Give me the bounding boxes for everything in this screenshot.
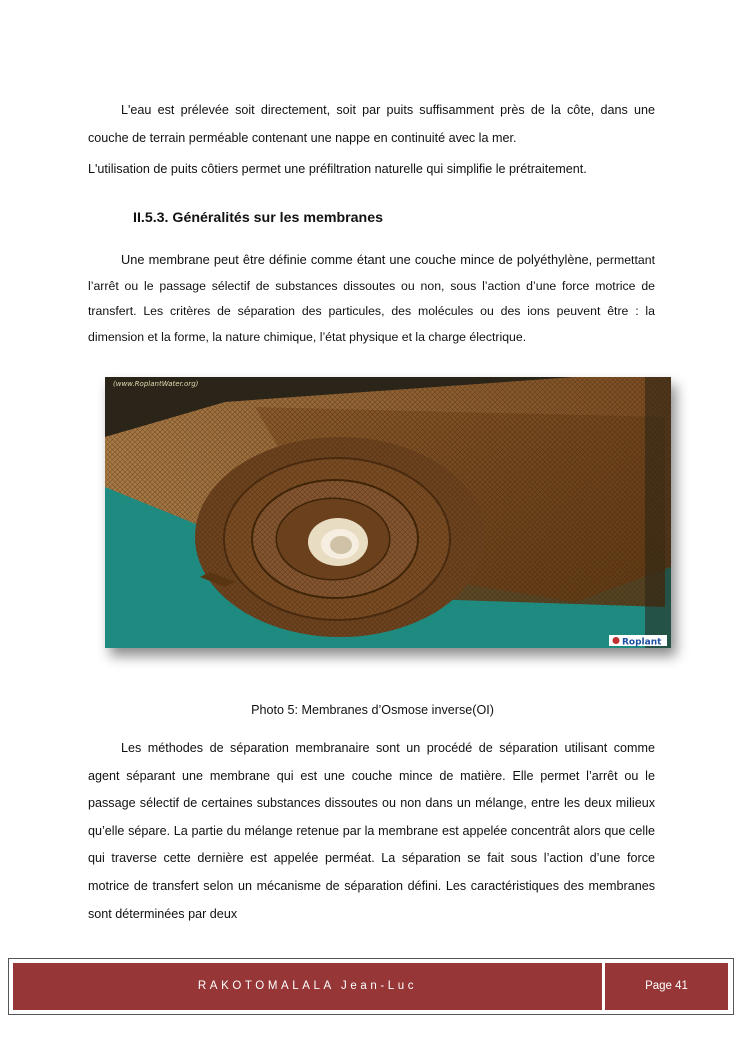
- membrane-roll-photo: [105, 377, 671, 648]
- page-footer: [8, 958, 734, 1015]
- section-heading: II.5.3. Généralités sur les membranes: [133, 210, 383, 226]
- paragraph-membrane-definition-lead: Une membrane peut être définie comme étant une couche mince de polyéthylène,: [121, 252, 593, 267]
- paragraph-coastal-wells: L'utilisation de puits côtiers permet une préfiltration naturelle qui simplifie le prétraitement.: [88, 162, 587, 176]
- paragraph-separation-methods: Les méthodes de séparation membranaire sont un procédé de séparation utilisant comme agent séparant une membrane qui est une couche mince de matière. Elle permet l’arrêt ou le passage sélectif de certaines substances dissoutes ou non dans un mélange, entre les deux milieux qu’elle sépare. La partie du mélange retenue par la membrane est appelée concentrât alors que celle qui traverse cette dernière est appelée perméat. La séparation se fait sous l’action d’une force motrice de transfert selon un mécanisme de séparation défini. Les caractéristiques des membranes sont déterminées par deux: [88, 741, 655, 921]
- footer-author: RAKOTOMALALA Jean-Luc: [13, 963, 602, 1010]
- photo-watermark-text: (www.RoplantWater.org): [113, 380, 199, 388]
- footer-page-number: Page 41: [605, 963, 728, 1010]
- paragraph-membrane-definition-rest: permettant l’arrêt ou le passage sélectif de substances dissoutes ou non, sous l’action d’une force motrice de transfert. Les critères de séparation des particules, des molécules ou des ions peuvent être : la dimension et la forme, la nature chimique, l’état physique et la charge électrique.: [88, 253, 655, 344]
- paragraph-intake: L'eau est prélevée soit directement, soit par puits suffisamment près de la côte, dans une couche de terrain perméable contenant une nappe en continuité avec la mer.: [88, 103, 655, 145]
- paragraph-membrane-definition: [88, 247, 655, 350]
- photo-caption: Photo 5: Membranes d’Osmose inverse(OI): [251, 703, 494, 717]
- roplant-logo: Roplant: [622, 637, 662, 648]
